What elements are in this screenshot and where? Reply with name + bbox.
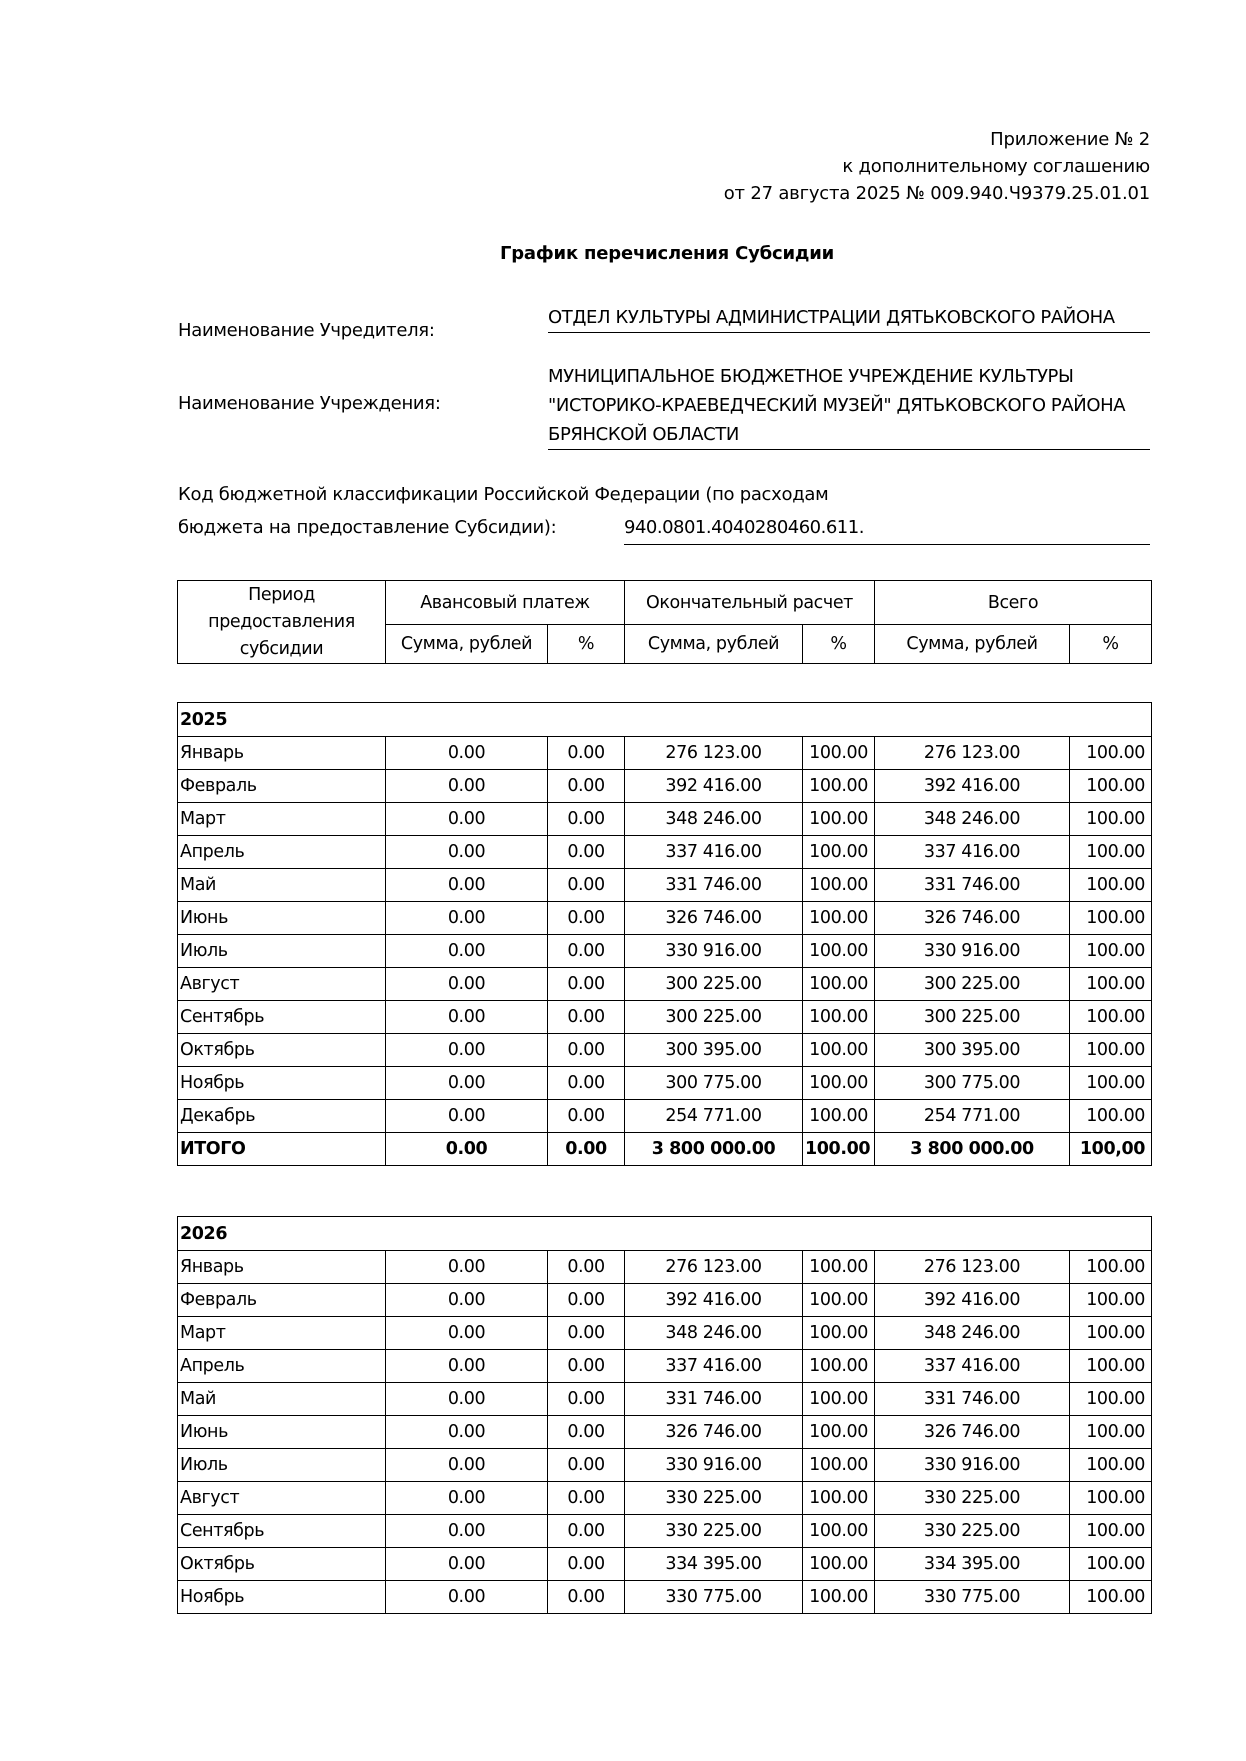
advance-sum-cell: 0.00 <box>386 1001 548 1034</box>
advance-percent-cell: 0.00 <box>548 1350 625 1383</box>
month-cell: Октябрь <box>178 1548 386 1581</box>
final-sum-cell: 330 225.00 <box>625 1482 803 1515</box>
advance-percent-cell: 0.00 <box>548 935 625 968</box>
total-sum-cell: 276 123.00 <box>875 1251 1070 1284</box>
year-label: 2026 <box>178 1217 1152 1251</box>
table-row <box>178 1350 1152 1383</box>
advance-percent-cell: 0.00 <box>548 1284 625 1317</box>
final-sum-cell: 330 916.00 <box>625 1449 803 1482</box>
final-percent-cell: 100.00 <box>803 1416 875 1449</box>
institution-label: Наименование Учреждения: <box>178 393 441 414</box>
final-percent-cell: 100.00 <box>803 1383 875 1416</box>
final-percent-cell: 100.00 <box>803 869 875 902</box>
table-row <box>178 770 1152 803</box>
final-percent-cell: 100.00 <box>803 935 875 968</box>
advance-sum-cell: 0.00 <box>386 1548 548 1581</box>
final-sum-cell: 330 916.00 <box>625 935 803 968</box>
advance-percent-cell: 0.00 <box>548 770 625 803</box>
year-heading-row <box>178 1217 1152 1251</box>
advance-sum-cell: 0.00 <box>386 935 548 968</box>
table-row <box>178 1001 1152 1034</box>
table-row <box>178 869 1152 902</box>
total-sum-cell: 337 416.00 <box>875 1350 1070 1383</box>
total-sum-cell: 330 225.00 <box>875 1482 1070 1515</box>
final-sum-cell: 337 416.00 <box>625 836 803 869</box>
advance-percent-cell: 0.00 <box>548 836 625 869</box>
table-row <box>178 1034 1152 1067</box>
month-cell: Январь <box>178 737 386 770</box>
final-sum-cell: 348 246.00 <box>625 1317 803 1350</box>
year-table-2025 <box>177 702 1152 1166</box>
month-cell: Февраль <box>178 1284 386 1317</box>
advance-sum-cell: 0.00 <box>386 803 548 836</box>
month-cell: Август <box>178 968 386 1001</box>
advance-sum-cell: 0.00 <box>386 836 548 869</box>
total-sum-cell: 300 775.00 <box>875 1067 1070 1100</box>
schedule-header-table <box>177 580 1152 664</box>
total-percent-cell: 100.00 <box>1070 803 1152 836</box>
final-sum-cell: 330 225.00 <box>625 1515 803 1548</box>
advance-percent-cell: 0.00 <box>548 1515 625 1548</box>
advance-sum-cell: 0.00 <box>386 1350 548 1383</box>
header-total-percent: % <box>1070 625 1152 664</box>
total-percent-cell: 100.00 <box>1070 869 1152 902</box>
table-row <box>178 1449 1152 1482</box>
total-percent-cell: 100.00 <box>1070 1100 1152 1133</box>
table-row <box>178 1581 1152 1614</box>
header-advance-sum: Сумма, рублей <box>386 625 548 664</box>
final-sum-cell: 337 416.00 <box>625 1350 803 1383</box>
advance-percent-cell: 0.00 <box>548 1449 625 1482</box>
advance-sum-cell: 0.00 <box>386 869 548 902</box>
appendix-reference <box>724 126 1150 207</box>
total-percent-cell: 100.00 <box>1070 968 1152 1001</box>
final-sum-cell: 300 225.00 <box>625 1001 803 1034</box>
table-row <box>178 902 1152 935</box>
month-cell: Июль <box>178 935 386 968</box>
advance-sum-cell: 0.00 <box>386 1284 548 1317</box>
advance-sum-cell: 0.00 <box>386 1515 548 1548</box>
month-cell: Июнь <box>178 902 386 935</box>
final-sum-cell: 300 775.00 <box>625 1067 803 1100</box>
founder-value: ОТДЕЛ КУЛЬТУРЫ АДМИНИСТРАЦИИ ДЯТЬКОВСКОГО РАЙОНА <box>548 303 1150 333</box>
final-sum-cell: 330 775.00 <box>625 1581 803 1614</box>
advance-sum-cell: 0.00 <box>386 1100 548 1133</box>
month-cell: Сентябрь <box>178 1515 386 1548</box>
table-row <box>178 968 1152 1001</box>
appendix-date-number: от 27 августа 2025 № 009.940.Ч9379.25.01.01 <box>723 183 1150 204</box>
total-percent-cell: 100.00 <box>1070 1251 1152 1284</box>
final-sum-cell: 276 123.00 <box>625 1251 803 1284</box>
advance-percent-cell: 0.00 <box>548 1317 625 1350</box>
final-percent-cell: 100.00 <box>803 1067 875 1100</box>
total-percent-cell: 100.00 <box>1070 1449 1152 1482</box>
total-percent-cell: 100.00 <box>1070 1350 1152 1383</box>
table-row <box>178 1482 1152 1515</box>
final-percent-cell: 100.00 <box>803 1317 875 1350</box>
final-percent-cell: 100.00 <box>803 1034 875 1067</box>
advance-percent-cell: 0.00 <box>548 1416 625 1449</box>
total-percent-cell: 100.00 <box>1070 1581 1152 1614</box>
table-row <box>178 737 1152 770</box>
advance-percent-cell: 0.00 <box>548 803 625 836</box>
institution-value: МУНИЦИПАЛЬНОЕ БЮДЖЕТНОЕ УЧРЕЖДЕНИЕ КУЛЬТУРЫ "ИСТОРИКО-КРАЕВЕДЧЕСКИЙ МУЗЕЙ" ДЯТЬКОВСКОГО РАЙОНА БРЯНСКОЙ ОБЛАСТИ <box>548 362 1150 450</box>
final-percent-cell: 100.00 <box>803 1100 875 1133</box>
final-percent-cell: 100.00 <box>803 902 875 935</box>
final-percent-cell: 100.00 <box>803 1001 875 1034</box>
final-percent-cell: 100.00 <box>803 968 875 1001</box>
month-cell: Декабрь <box>178 1100 386 1133</box>
advance-sum-cell: 0.00 <box>386 902 548 935</box>
header-advance-percent: % <box>548 625 625 664</box>
advance-sum-cell: 0.00 <box>386 1449 548 1482</box>
advance-sum-cell: 0.00 <box>386 1034 548 1067</box>
total-sum-cell: 276 123.00 <box>875 737 1070 770</box>
total-percent-cell: 100.00 <box>1070 1515 1152 1548</box>
total-percent-cell: 100.00 <box>1070 935 1152 968</box>
total-percent-cell: 100.00 <box>1070 1034 1152 1067</box>
final-sum-cell: 331 746.00 <box>625 1383 803 1416</box>
total-sum-cell: 348 246.00 <box>875 803 1070 836</box>
table-row <box>178 1383 1152 1416</box>
month-cell: Сентябрь <box>178 1001 386 1034</box>
final-sum-cell: 326 746.00 <box>625 1416 803 1449</box>
advance-sum-cell: 0.00 <box>386 1251 548 1284</box>
total-sum-cell: 392 416.00 <box>875 1284 1070 1317</box>
kbk-label-line1: Код бюджетной классификации Российской Федерации (по расходам <box>178 484 829 505</box>
final-percent-cell: 100.00 <box>803 1449 875 1482</box>
advance-percent-cell: 0.00 <box>548 1581 625 1614</box>
final-sum-cell: 3 800 000.00 <box>625 1133 803 1166</box>
table-row <box>178 1067 1152 1100</box>
advance-percent-cell: 0.00 <box>548 1067 625 1100</box>
final-percent-cell: 100.00 <box>803 1133 875 1166</box>
month-cell: Январь <box>178 1251 386 1284</box>
total-row <box>178 1133 1152 1166</box>
month-cell: Март <box>178 803 386 836</box>
month-cell: Апрель <box>178 836 386 869</box>
appendix-agreement: к дополнительному соглашению <box>842 156 1150 177</box>
header-total: Всего <box>875 581 1152 625</box>
total-percent-cell: 100.00 <box>1070 1067 1152 1100</box>
header-total-sum: Сумма, рублей <box>875 625 1070 664</box>
year-table-2026 <box>177 1216 1152 1614</box>
kbk-value: 940.0801.4040280460.611. <box>624 517 1150 545</box>
total-percent-cell: 100.00 <box>1070 1482 1152 1515</box>
advance-sum-cell: 0.00 <box>386 968 548 1001</box>
final-percent-cell: 100.00 <box>803 836 875 869</box>
total-percent-cell: 100,00 <box>1070 1133 1152 1166</box>
final-sum-cell: 300 395.00 <box>625 1034 803 1067</box>
total-sum-cell: 326 746.00 <box>875 1416 1070 1449</box>
advance-sum-cell: 0.00 <box>386 1317 548 1350</box>
final-sum-cell: 392 416.00 <box>625 1284 803 1317</box>
month-cell: Апрель <box>178 1350 386 1383</box>
table-row <box>178 1317 1152 1350</box>
final-sum-cell: 348 246.00 <box>625 803 803 836</box>
advance-percent-cell: 0.00 <box>548 1100 625 1133</box>
advance-percent-cell: 0.00 <box>548 968 625 1001</box>
final-percent-cell: 100.00 <box>803 737 875 770</box>
total-sum-cell: 331 746.00 <box>875 869 1070 902</box>
final-percent-cell: 100.00 <box>803 1515 875 1548</box>
total-percent-cell: 100.00 <box>1070 737 1152 770</box>
final-percent-cell: 100.00 <box>803 1482 875 1515</box>
final-percent-cell: 100.00 <box>803 1284 875 1317</box>
kbk-label-line2: бюджета на предоставление Субсидии): <box>178 517 557 538</box>
total-sum-cell: 331 746.00 <box>875 1383 1070 1416</box>
total-percent-cell: 100.00 <box>1070 770 1152 803</box>
advance-percent-cell: 0.00 <box>548 1001 625 1034</box>
advance-percent-cell: 0.00 <box>548 1034 625 1067</box>
month-cell: Август <box>178 1482 386 1515</box>
table-row <box>178 1515 1152 1548</box>
advance-percent-cell: 0.00 <box>548 737 625 770</box>
total-sum-cell: 330 916.00 <box>875 1449 1070 1482</box>
header-final: Окончательный расчет <box>625 581 875 625</box>
table-row <box>178 836 1152 869</box>
total-sum-cell: 330 916.00 <box>875 935 1070 968</box>
table-row <box>178 1100 1152 1133</box>
month-cell: Май <box>178 1383 386 1416</box>
final-sum-cell: 331 746.00 <box>625 869 803 902</box>
total-sum-cell: 334 395.00 <box>875 1548 1070 1581</box>
final-sum-cell: 326 746.00 <box>625 902 803 935</box>
header-final-percent: % <box>803 625 875 664</box>
final-percent-cell: 100.00 <box>803 1251 875 1284</box>
month-cell: Ноябрь <box>178 1067 386 1100</box>
final-sum-cell: 300 225.00 <box>625 968 803 1001</box>
final-percent-cell: 100.00 <box>803 1581 875 1614</box>
final-sum-cell: 254 771.00 <box>625 1100 803 1133</box>
total-sum-cell: 254 771.00 <box>875 1100 1070 1133</box>
total-sum-cell: 300 225.00 <box>875 968 1070 1001</box>
advance-percent-cell: 0.00 <box>548 902 625 935</box>
month-cell: Март <box>178 1317 386 1350</box>
month-cell: ИТОГО <box>178 1133 386 1166</box>
final-percent-cell: 100.00 <box>803 1350 875 1383</box>
table-row <box>178 1251 1152 1284</box>
final-percent-cell: 100.00 <box>803 1548 875 1581</box>
total-percent-cell: 100.00 <box>1070 1317 1152 1350</box>
advance-percent-cell: 0.00 <box>548 1548 625 1581</box>
total-sum-cell: 326 746.00 <box>875 902 1070 935</box>
appendix-number: Приложение № 2 <box>990 129 1150 150</box>
document-title: График перечисления Субсидии <box>499 243 835 264</box>
advance-percent-cell: 0.00 <box>548 1482 625 1515</box>
founder-label: Наименование Учредителя: <box>178 320 435 341</box>
advance-sum-cell: 0.00 <box>386 1133 548 1166</box>
month-cell: Ноябрь <box>178 1581 386 1614</box>
advance-sum-cell: 0.00 <box>386 770 548 803</box>
advance-percent-cell: 0.00 <box>548 869 625 902</box>
final-sum-cell: 276 123.00 <box>625 737 803 770</box>
final-percent-cell: 100.00 <box>803 803 875 836</box>
advance-sum-cell: 0.00 <box>386 1581 548 1614</box>
total-sum-cell: 330 775.00 <box>875 1581 1070 1614</box>
advance-sum-cell: 0.00 <box>386 1482 548 1515</box>
table-row <box>178 1416 1152 1449</box>
header-period: Период предоставления субсидии <box>178 581 386 664</box>
total-percent-cell: 100.00 <box>1070 1416 1152 1449</box>
year-heading-row <box>178 703 1152 737</box>
month-cell: Февраль <box>178 770 386 803</box>
total-sum-cell: 392 416.00 <box>875 770 1070 803</box>
month-cell: Июнь <box>178 1416 386 1449</box>
total-sum-cell: 300 395.00 <box>875 1034 1070 1067</box>
table-row <box>178 1284 1152 1317</box>
advance-percent-cell: 0.00 <box>548 1383 625 1416</box>
header-final-sum: Сумма, рублей <box>625 625 803 664</box>
advance-sum-cell: 0.00 <box>386 1416 548 1449</box>
total-percent-cell: 100.00 <box>1070 902 1152 935</box>
total-sum-cell: 348 246.00 <box>875 1317 1070 1350</box>
advance-sum-cell: 0.00 <box>386 737 548 770</box>
table-row <box>178 935 1152 968</box>
month-cell: Июль <box>178 1449 386 1482</box>
total-percent-cell: 100.00 <box>1070 1383 1152 1416</box>
month-cell: Май <box>178 869 386 902</box>
advance-percent-cell: 0.00 <box>548 1133 625 1166</box>
year-label: 2025 <box>178 703 1152 737</box>
total-sum-cell: 337 416.00 <box>875 836 1070 869</box>
advance-sum-cell: 0.00 <box>386 1383 548 1416</box>
total-percent-cell: 100.00 <box>1070 836 1152 869</box>
advance-sum-cell: 0.00 <box>386 1067 548 1100</box>
final-percent-cell: 100.00 <box>803 770 875 803</box>
total-sum-cell: 300 225.00 <box>875 1001 1070 1034</box>
table-row <box>178 803 1152 836</box>
month-cell: Октябрь <box>178 1034 386 1067</box>
header-advance: Авансовый платеж <box>386 581 625 625</box>
final-sum-cell: 392 416.00 <box>625 770 803 803</box>
table-row <box>178 1548 1152 1581</box>
total-sum-cell: 3 800 000.00 <box>875 1133 1070 1166</box>
total-percent-cell: 100.00 <box>1070 1548 1152 1581</box>
total-percent-cell: 100.00 <box>1070 1001 1152 1034</box>
final-sum-cell: 334 395.00 <box>625 1548 803 1581</box>
total-percent-cell: 100.00 <box>1070 1284 1152 1317</box>
advance-percent-cell: 0.00 <box>548 1251 625 1284</box>
total-sum-cell: 330 225.00 <box>875 1515 1070 1548</box>
